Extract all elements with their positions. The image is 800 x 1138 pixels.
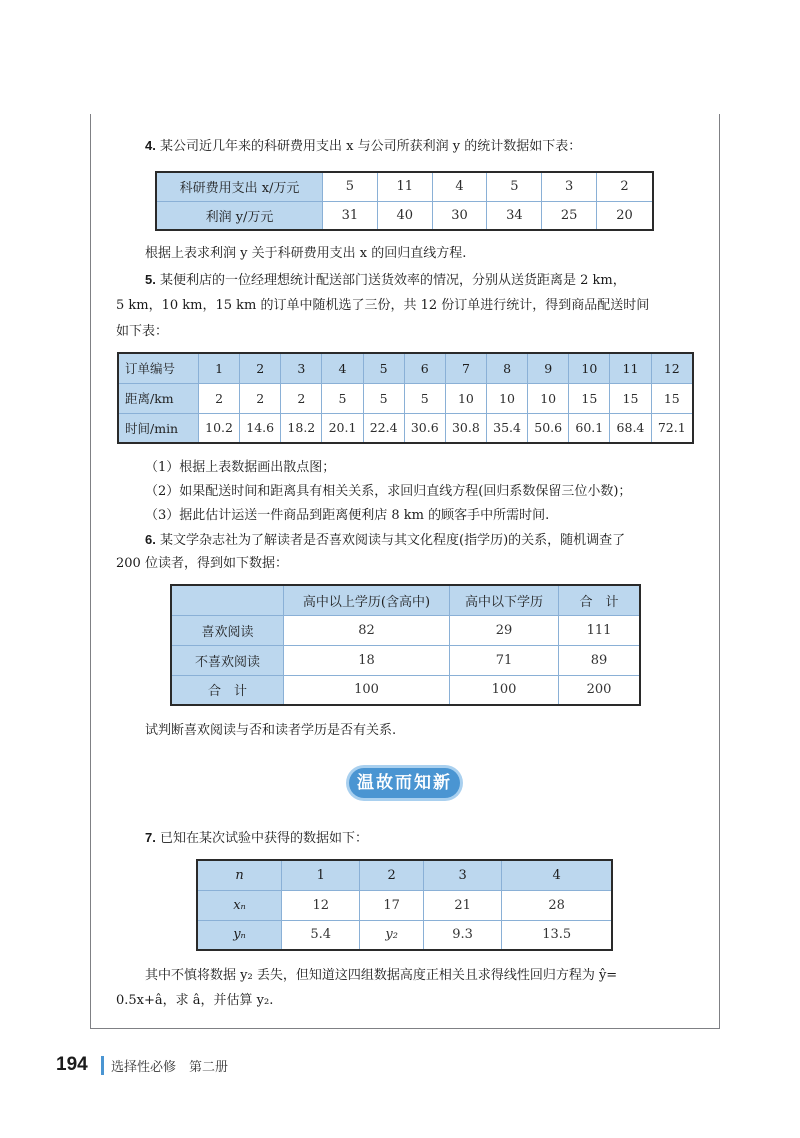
table-cell: 200 bbox=[559, 675, 641, 705]
table-cell: 34 bbox=[487, 201, 542, 230]
problem-5-line3: 如下表： bbox=[116, 324, 169, 339]
row-label: 距离/km bbox=[118, 383, 199, 413]
table-cell: 5 bbox=[322, 383, 363, 413]
table-cell: 17 bbox=[360, 890, 423, 920]
problem-5-line2: 5 km，10 km，15 km 的订单中随机选了三份，共 12 份订单进行统计，得到商品配送时间 bbox=[116, 298, 650, 313]
header-cell bbox=[171, 585, 284, 615]
table-cell: 5.4 bbox=[282, 920, 360, 950]
table-cell: 8 bbox=[486, 353, 527, 383]
header-cell: 高中以下学历 bbox=[450, 585, 559, 615]
page-number: 194 bbox=[56, 1054, 88, 1075]
table-cell: 20.1 bbox=[322, 413, 363, 443]
table-cell: 30.6 bbox=[404, 413, 445, 443]
table-cell: 30.8 bbox=[445, 413, 486, 443]
table-cell: 71 bbox=[450, 645, 559, 675]
table-cell: 7 bbox=[445, 353, 486, 383]
table-cell: y₂ bbox=[360, 920, 423, 950]
problem-5-sub3: （3）据此估计运送一件商品到距离便利店 8 km 的顾客手中所需时间. bbox=[145, 508, 550, 523]
table-cell: 12 bbox=[282, 890, 360, 920]
row-label: n bbox=[197, 860, 282, 890]
table-cell: 5 bbox=[404, 383, 445, 413]
problem-6-line2: 200 位读者，得到如下数据： bbox=[116, 556, 288, 571]
table-cell: 111 bbox=[559, 615, 641, 645]
table-cell: 11 bbox=[610, 353, 651, 383]
problem-text: 某便利店的一位经理想统计配送部门送货效率的情况，分别从送货距离是 2 km， bbox=[160, 273, 626, 288]
table-cell: 9.3 bbox=[423, 920, 501, 950]
table-cell: 29 bbox=[450, 615, 559, 645]
table-cell: 3 bbox=[281, 353, 322, 383]
table-reading-survey bbox=[170, 584, 641, 706]
table-cell: 5 bbox=[363, 383, 404, 413]
table-cell: 2 bbox=[199, 383, 240, 413]
table-cell: 4 bbox=[432, 172, 487, 201]
table-cell: 2 bbox=[281, 383, 322, 413]
table-cell: 2 bbox=[597, 172, 653, 201]
header-cell: 高中以上学历(含高中) bbox=[284, 585, 450, 615]
table-cell: 30 bbox=[432, 201, 487, 230]
table-cell: 5 bbox=[487, 172, 542, 201]
table-cell: 5 bbox=[363, 353, 404, 383]
table-cell: 100 bbox=[450, 675, 559, 705]
book-title: 选择性必修 第二册 bbox=[111, 1060, 229, 1075]
table-delivery bbox=[117, 352, 694, 444]
table-cell: 10 bbox=[486, 383, 527, 413]
header-cell: 3 bbox=[423, 860, 501, 890]
table-cell: 10 bbox=[445, 383, 486, 413]
problem-text: 已知在某次试验中获得的数据如下： bbox=[160, 831, 369, 846]
row-label: 订单编号 bbox=[118, 353, 199, 383]
table-cell: 14.6 bbox=[240, 413, 281, 443]
table-cell: 2 bbox=[240, 353, 281, 383]
table-cell: 10.2 bbox=[199, 413, 240, 443]
table-cell: 4 bbox=[322, 353, 363, 383]
table-cell: 10 bbox=[528, 383, 569, 413]
problem-7-line2: 0.5x+â，求 â，并估算 y₂. bbox=[116, 993, 274, 1008]
problem-number: 5 bbox=[145, 272, 153, 287]
table-cell: 3 bbox=[542, 172, 597, 201]
table-cell: 89 bbox=[559, 645, 641, 675]
row-label: xₙ bbox=[197, 890, 282, 920]
problem-text: 某公司近几年来的科研费用支出 x 与公司所获利润 y 的统计数据如下表： bbox=[160, 139, 582, 154]
problem-7-line1: 其中不慎将数据 y₂ 丢失，但知道这四组数据高度正相关且求得线性回归方程为 ŷ= bbox=[145, 968, 618, 983]
table-cell: 82 bbox=[284, 615, 450, 645]
table-cell: 10 bbox=[569, 353, 610, 383]
table-cell: 1 bbox=[199, 353, 240, 383]
table-cell: 35.4 bbox=[486, 413, 527, 443]
table-experiment bbox=[196, 859, 613, 951]
table-cell: 15 bbox=[610, 383, 651, 413]
problem-4-intro: 4. 某公司近几年来的科研费用支出 x 与公司所获利润 y 的统计数据如下表： bbox=[145, 138, 582, 154]
table-cell: 15 bbox=[569, 383, 610, 413]
table-cell: 11 bbox=[377, 172, 432, 201]
table-cell: 31 bbox=[323, 201, 378, 230]
table-cell: 28 bbox=[502, 890, 612, 920]
table-rd-profit bbox=[155, 171, 654, 231]
table-cell: 25 bbox=[542, 201, 597, 230]
table-cell: 21 bbox=[423, 890, 501, 920]
problem-6-question: 试判断喜欢阅读与否和读者学历是否有关系. bbox=[145, 723, 397, 738]
row-label: 利润 y/万元 bbox=[156, 201, 323, 230]
table-cell: 18 bbox=[284, 645, 450, 675]
table-cell: 2 bbox=[240, 383, 281, 413]
table-cell: 12 bbox=[651, 353, 693, 383]
table-cell: 20 bbox=[597, 201, 653, 230]
table-cell: 40 bbox=[377, 201, 432, 230]
table-cell: 100 bbox=[284, 675, 450, 705]
problem-5-line1: 5. 某便利店的一位经理想统计配送部门送货效率的情况，分别从送货距离是 2 km， bbox=[145, 272, 626, 288]
table-cell: 13.5 bbox=[502, 920, 612, 950]
problem-5-sub2: （2）如果配送时间和距离具有相关关系，求回归直线方程(回归系数保留三位小数)； bbox=[145, 484, 632, 499]
row-label: yₙ bbox=[197, 920, 282, 950]
problem-6-line1: 6. 某文学杂志社为了解读者是否喜欢阅读与其文化程度(指学历)的关系，随机调查了 bbox=[145, 532, 626, 548]
table-cell: 15 bbox=[651, 383, 693, 413]
table-cell: 9 bbox=[528, 353, 569, 383]
header-cell: 合 计 bbox=[559, 585, 641, 615]
table-cell: 68.4 bbox=[610, 413, 651, 443]
header-cell: 1 bbox=[282, 860, 360, 890]
row-label: 合 计 bbox=[171, 675, 284, 705]
header-cell: 2 bbox=[360, 860, 423, 890]
problem-4-question: 根据上表求利润 y 关于科研费用支出 x 的回归直线方程. bbox=[145, 246, 467, 261]
problem-number: 7 bbox=[145, 830, 153, 845]
table-cell: 18.2 bbox=[281, 413, 322, 443]
table-cell: 50.6 bbox=[528, 413, 569, 443]
row-label: 不喜欢阅读 bbox=[171, 645, 284, 675]
row-label: 喜欢阅读 bbox=[171, 615, 284, 645]
problem-number: 6 bbox=[145, 532, 153, 547]
footer-divider bbox=[101, 1056, 104, 1075]
header-cell: 4 bbox=[502, 860, 612, 890]
section-badge: 温故而知新 bbox=[349, 768, 460, 798]
problem-number: 4 bbox=[145, 138, 153, 153]
table-cell: 60.1 bbox=[569, 413, 610, 443]
problem-text: 某文学杂志社为了解读者是否喜欢阅读与其文化程度(指学历)的关系，随机调查了 bbox=[160, 533, 626, 548]
problem-5-sub1: （1）根据上表数据画出散点图； bbox=[145, 460, 336, 475]
table-cell: 5 bbox=[323, 172, 378, 201]
table-cell: 6 bbox=[404, 353, 445, 383]
table-cell: 22.4 bbox=[363, 413, 404, 443]
row-label: 时间/min bbox=[118, 413, 199, 443]
row-label: 科研费用支出 x/万元 bbox=[156, 172, 323, 201]
problem-7-intro: 7. 已知在某次试验中获得的数据如下： bbox=[145, 830, 369, 846]
table-cell: 72.1 bbox=[651, 413, 693, 443]
